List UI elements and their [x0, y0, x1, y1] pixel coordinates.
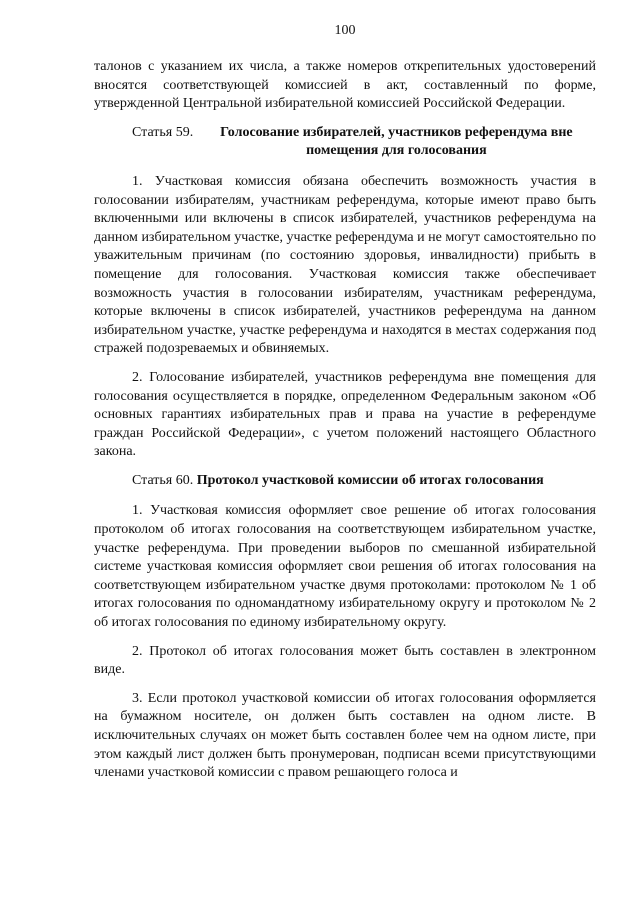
article-60-paragraph-2: 2. Протокол об итогах голосования может быть составлен в электронном виде.: [94, 643, 596, 678]
article-59-paragraph-2: 2. Голосование избирателей, участников референдума вне помещения для голосования осуществляется в порядке, определенном Федеральным законом «Об основных гарантиях избирательных прав и права на участие в референдуме граждан Российской Федерации», с учетом положений настоящего Областного закона.: [94, 369, 596, 460]
article-60-paragraph-3: 3. Если протокол участковой комиссии об итогах голосования оформляется на бумажном носителе, он должен быть составлен на одном листе. В исключительных случаях он может быть составлен более чем на одном листе, при этом каждый лист должен быть пронумерован, подписан всеми присутствующими членами участковой комиссии с правом решающего голоса и: [94, 690, 596, 781]
article-60-heading: [94, 472, 596, 491]
article-60-number: Статья 60.: [132, 472, 197, 488]
article-60-paragraph-1: 1. Участковая комиссия оформляет свое решение об итогах голосования протоколом об итогах голосования на соответствующем избирательном участке, участке референдума. При проведении выборов по смешанной избирательной системе участковая комиссия оформляет свои решения об итогах голосования на соответствующем избирательном участке двумя протоколами: протоколом № 1 об итогах голосования по одномандатному избирательному округу и протоколом № 2 об итогах голосования по единому избирательному округу.: [94, 503, 596, 631]
intro-paragraph: талонов с указанием их числа, а также номеров открепительных удостоверений вносятся соответствующей комиссией в акт, составленный по форме, утвержденной Центральной избирательной комиссией Российской Федерации.: [94, 59, 596, 112]
document-page: [94, 22, 596, 793]
article-59-heading: [94, 124, 596, 161]
article-59-paragraph-1: 1. Участковая комиссия обязана обеспечить возможность участия в голосовании избирателям, участникам референдума, которые имеют право быть включенными или включены в список избирателей, участников референдума на данном избирательном участке, участке референдума и не могут самостоятельно по уважительным причинам (по состоянию здоровья, инвалидности) прибыть в помещение для голосования. Участковая комиссия также обеспечивает возможность участия в голосовании избирателям, участникам референдума, которые включены в список избирателей, участников референдума на данном избирательном участке, участке референдума и находятся в местах содержания под стражей подозреваемых и обвиняемых.: [94, 173, 596, 357]
article-60-title: Протокол участковой комиссии об итогах голосования: [196, 472, 544, 488]
article-59-title: Голосование избирателей, участников референдума вне помещения для голосования: [220, 124, 573, 159]
page-number: 100: [334, 23, 356, 38]
article-59-number: Статья 59.: [132, 124, 197, 140]
